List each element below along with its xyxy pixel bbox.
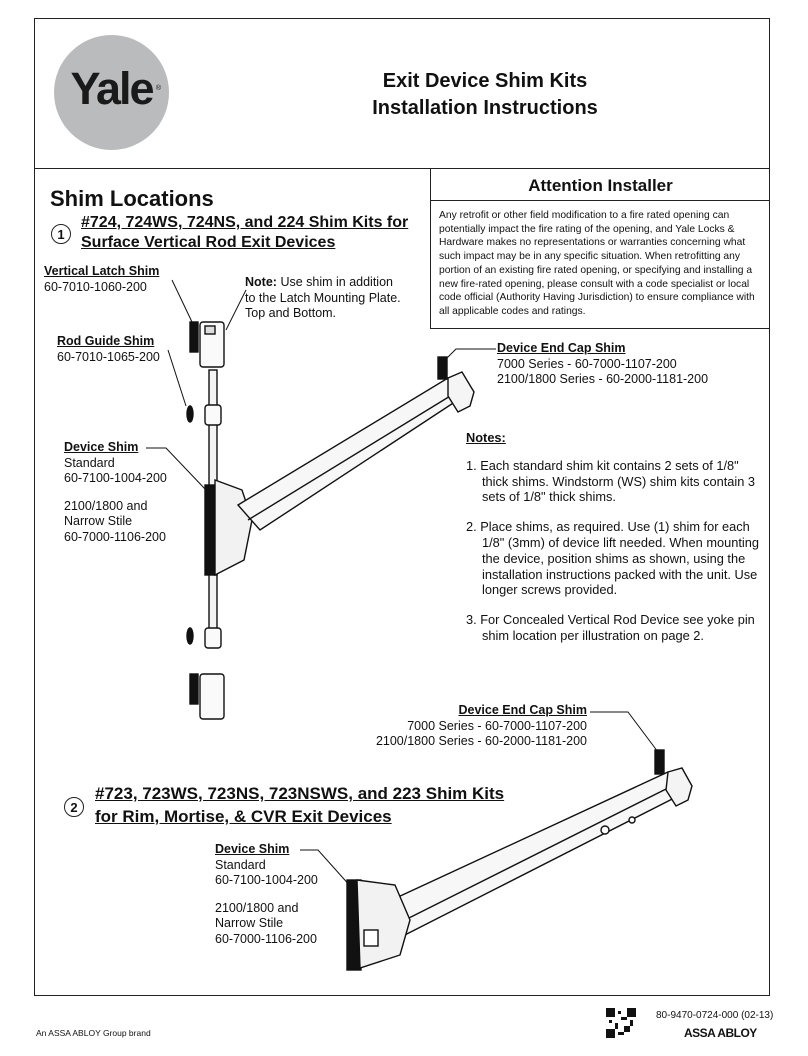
qr-code-icon: [606, 1008, 636, 1038]
assa-abloy-logo: ASSA ABLOY: [684, 1026, 757, 1040]
vertical-latch-shim-part: 60-7010-1060-200: [44, 279, 147, 294]
vertical-rod-device-illustration: [187, 322, 474, 719]
section-1-number: 1: [51, 224, 71, 244]
registered-mark: ®: [155, 85, 161, 92]
group-brand-text: An ASSA ABLOY Group brand: [36, 1028, 151, 1038]
title-line-1: Exit Device Shim Kits: [382, 70, 588, 92]
attention-body: Any retrofit or other field modification to a fire rated opening can potentially impact the fire rating of the opening, and Yale Locks & Hardware makes no representations or warranties concerning what such impact may be in any specific situation. When retrofitting any portion of an existing fire rated opening, or specifying and installing a new fire-rated opening, please consult with a code specialist or local code official (Authority Having Jurisdiction) to ensure compliance with all applicable codes and ratings.: [439, 210, 755, 317]
rod-guide-shim-title: Rod Guide Shim: [57, 334, 155, 348]
attention-title: Attention Installer: [528, 176, 673, 195]
notes-heading: Notes:: [466, 430, 506, 445]
device-shim-1-line-2: 60-7100-1004-200: [64, 471, 167, 485]
note-item-1: 1. Each standard shim kit contains 2 sets of 1/8" thick shims. Windstorm (WS) shim kits contain 3 sets of 1/8" thick shims.: [466, 457, 756, 505]
rim-device-illustration: [347, 750, 692, 970]
document-code: 80-9470-0724-000 (02-13): [656, 1010, 774, 1021]
note-label: Note:: [245, 275, 277, 289]
note-item-3: 3. For Concealed Vertical Rod Device see yoke pin shim location per illustration on page 2.: [466, 612, 755, 643]
shim-locations-heading: Shim Locations: [50, 186, 214, 211]
title-line-2: Installation Instructions: [372, 97, 598, 119]
section-1-title-line-1: #724, 724WS, 724NS, and 224 Shim Kits for: [81, 214, 409, 231]
device-shim-2-line-5: 60-7000-1106-200: [215, 931, 317, 946]
section-2-title-line-1: #723, 723WS, 723NS, 723NSWS, and 223 Shim Kits: [95, 784, 505, 803]
end-cap-2-line-1: 7000 Series - 60-7000-1107-200: [407, 718, 587, 733]
end-cap-1-line-2: 2100/1800 Series - 60-2000-1181-200: [497, 372, 709, 386]
device-shim-2-line-1: Standard: [215, 857, 266, 872]
note-text-3: Top and Bottom.: [245, 306, 337, 320]
device-shim-1-line-4: Narrow Stile: [64, 514, 133, 528]
end-cap-shim-title-2: Device End Cap Shim: [458, 703, 587, 717]
device-shim-1-line-5: 60-7000-1106-200: [64, 529, 166, 544]
note-text-1: Use shim in addition: [280, 275, 393, 289]
end-cap-2-line-2: 2100/1800 Series - 60-2000-1181-200: [375, 734, 587, 748]
device-shim-2-line-3: 2100/1800 and: [215, 900, 299, 915]
section-1-title-line-2: Surface Vertical Rod Exit Devices: [81, 234, 336, 251]
device-shim-1-line-3: 2100/1800 and: [64, 498, 148, 513]
end-cap-1-line-1: 7000 Series - 60-7000-1107-200: [497, 356, 677, 371]
device-shim-title-2: Device Shim: [215, 842, 290, 856]
section-2-number: 2: [64, 797, 84, 817]
rod-guide-shim-part: 60-7010-1065-200: [57, 349, 160, 364]
logo-text: Yale: [70, 63, 153, 114]
end-cap-shim-title-1: Device End Cap Shim: [497, 341, 626, 355]
device-shim-1-line-1: Standard: [64, 455, 115, 470]
device-shim-2-line-2: 60-7100-1004-200: [215, 873, 318, 887]
vertical-latch-shim-title: Vertical Latch Shim: [44, 264, 160, 278]
note-text-2: to the Latch Mounting Plate.: [245, 290, 401, 305]
device-shim-2-line-4: Narrow Stile: [215, 916, 284, 930]
section-2-title-line-2: for Rim, Mortise, & CVR Exit Devices: [95, 807, 392, 826]
note-item-2: 2. Place shims, as required. Use (1) shim for each 1/8" (3mm) of device lift needed. When mounting the device, position shims as shown, using the installation instructions packed with the unit. Use longer screws provided.: [466, 519, 759, 598]
device-shim-title-1: Device Shim: [64, 440, 139, 454]
